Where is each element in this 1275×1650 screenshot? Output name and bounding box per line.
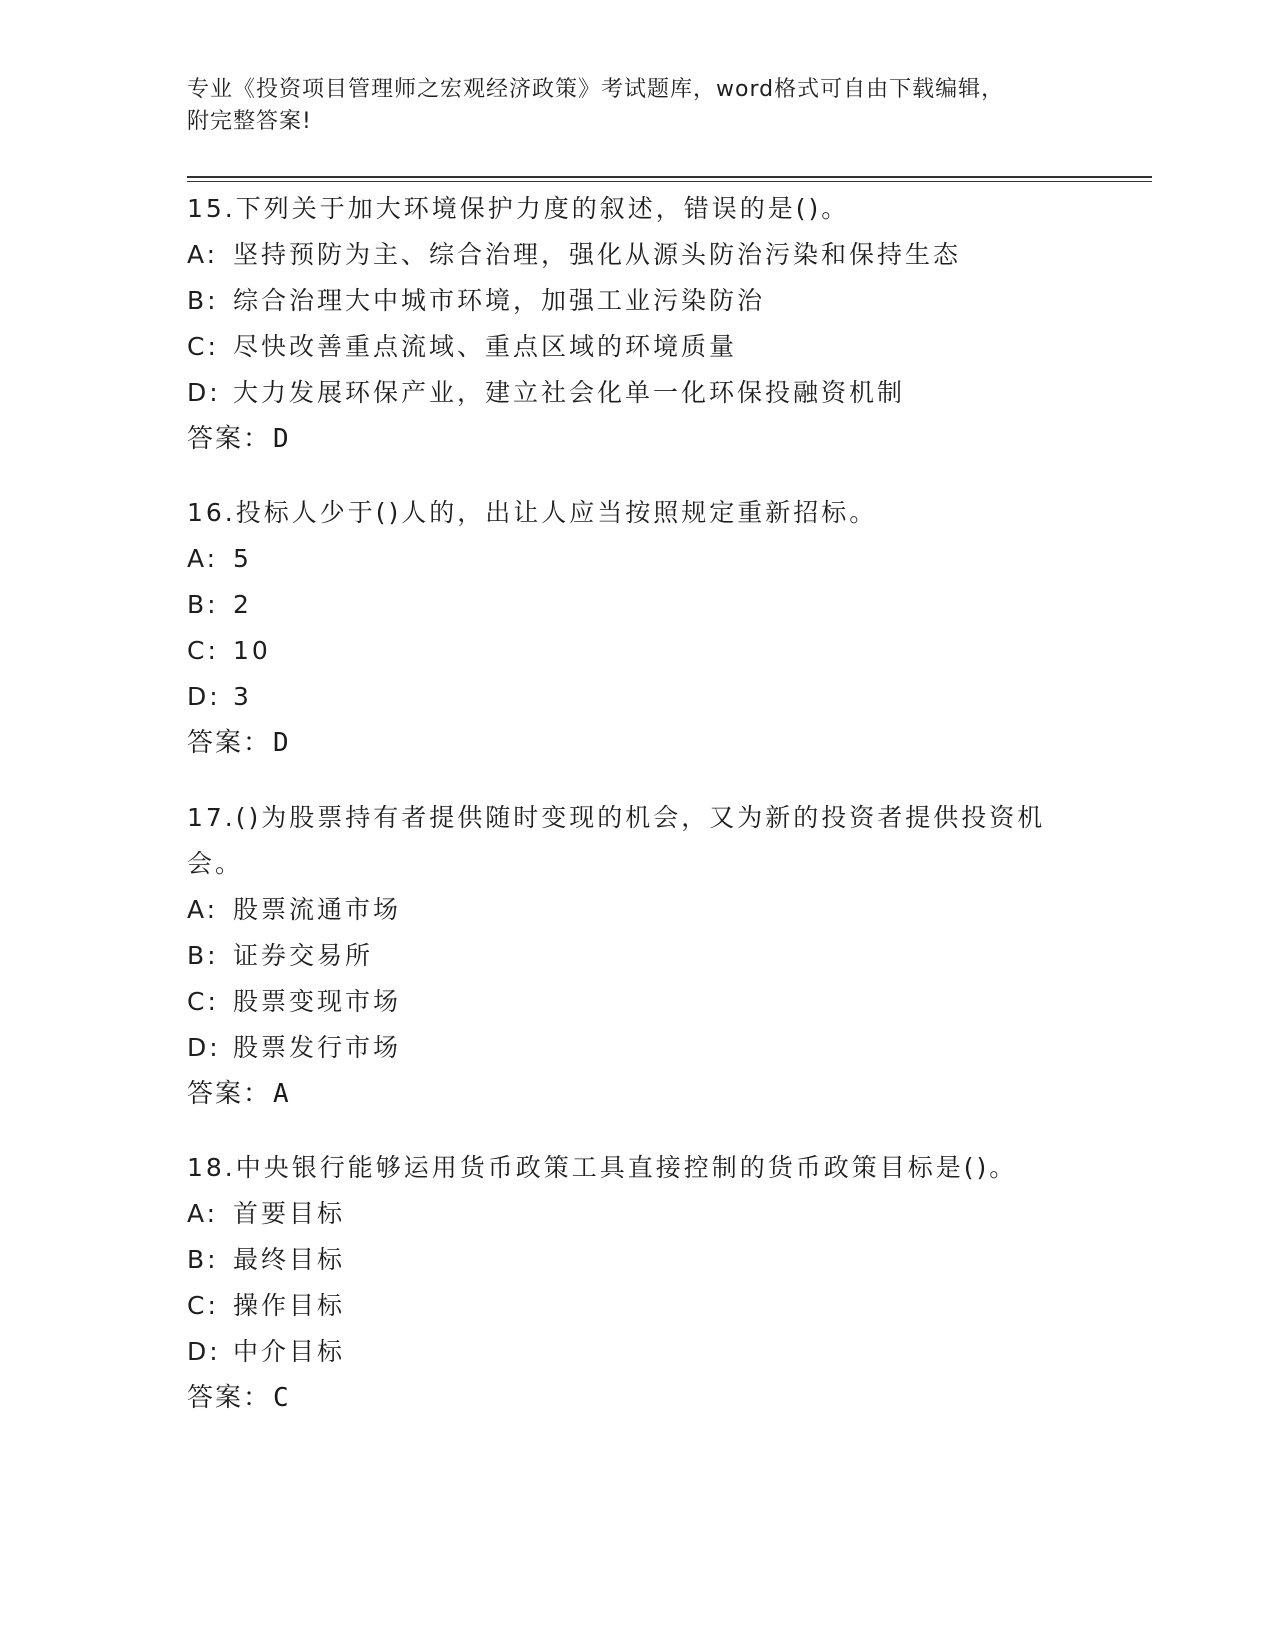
option-text: 最终目标 xyxy=(233,1245,346,1274)
option-text: 2 xyxy=(233,590,252,619)
option-key: B: xyxy=(187,590,219,619)
answer-label: 答案： xyxy=(187,424,272,454)
answer-label: 答案： xyxy=(187,1079,272,1109)
option-b xyxy=(187,933,1087,979)
option-text: 5 xyxy=(233,544,252,573)
option-c xyxy=(187,1283,1087,1329)
option-c xyxy=(187,324,1087,370)
option-text: 中介目标 xyxy=(233,1337,346,1366)
option-b xyxy=(187,1237,1087,1283)
option-key: A: xyxy=(187,544,219,573)
option-b xyxy=(187,582,1087,628)
option-text: 10 xyxy=(233,636,271,665)
option-c xyxy=(187,979,1087,1025)
answer-value: A xyxy=(273,1079,290,1109)
option-key: D: xyxy=(187,378,221,407)
answer-line xyxy=(187,720,1087,766)
option-d xyxy=(187,370,1087,416)
option-key: A: xyxy=(187,240,219,269)
question-stem: 18.中央银行能够运用货币政策工具直接控制的货币政策目标是()。 xyxy=(187,1153,1018,1182)
answer-line xyxy=(187,416,1087,462)
option-key: B: xyxy=(187,286,219,315)
option-a xyxy=(187,887,1087,933)
option-key: B: xyxy=(187,941,219,970)
answer-label: 答案： xyxy=(187,728,272,758)
option-d xyxy=(187,1329,1087,1375)
option-text: 坚持预防为主、综合治理，强化从源头防治污染和保持生态 xyxy=(233,240,962,269)
option-b xyxy=(187,278,1087,324)
question-16 xyxy=(187,490,1087,766)
answer-line xyxy=(187,1375,1087,1421)
header-divider-thick xyxy=(187,176,1152,178)
option-key: C: xyxy=(187,987,219,1016)
question-stem-line-1: 17.()为股票持有者提供随时变现的机会，又为新的投资者提供投资机 xyxy=(187,803,1046,832)
document-header xyxy=(187,74,1067,138)
option-text: 3 xyxy=(233,682,252,711)
option-text: 尽快改善重点流域、重点区域的环境质量 xyxy=(233,332,738,361)
option-key: A: xyxy=(187,1199,219,1228)
question-stem-line-2: 会。 xyxy=(187,849,244,878)
question-15 xyxy=(187,186,1087,462)
header-line-1: 专业《投资项目管理师之宏观经济政策》考试题库，word格式可自由下载编辑， xyxy=(187,77,1005,102)
option-key: A: xyxy=(187,895,219,924)
option-d xyxy=(187,1025,1087,1071)
option-text: 证券交易所 xyxy=(233,941,374,970)
option-key: B: xyxy=(187,1245,219,1274)
header-line-2: 附完整答案! xyxy=(187,109,312,134)
option-key: C: xyxy=(187,636,219,665)
option-c xyxy=(187,628,1087,674)
option-d xyxy=(187,674,1087,720)
question-stem: 15.下列关于加大环境保护力度的叙述，错误的是()。 xyxy=(187,194,850,223)
answer-value: D xyxy=(273,728,290,758)
option-key: D: xyxy=(187,1337,221,1366)
option-key: D: xyxy=(187,1033,221,1062)
option-text: 大力发展环保产业，建立社会化单一化环保投融资机制 xyxy=(233,378,906,407)
option-a xyxy=(187,232,1087,278)
option-key: C: xyxy=(187,1291,219,1320)
option-key: C: xyxy=(187,332,219,361)
question-stem: 16.投标人少于()人的，出让人应当按照规定重新招标。 xyxy=(187,498,878,527)
option-a xyxy=(187,536,1087,582)
option-text: 首要目标 xyxy=(233,1199,346,1228)
answer-value: D xyxy=(273,424,290,454)
option-text: 股票发行市场 xyxy=(233,1033,402,1062)
answer-line xyxy=(187,1071,1087,1117)
option-text: 操作目标 xyxy=(233,1291,346,1320)
answer-value: C xyxy=(273,1383,290,1413)
option-key: D: xyxy=(187,682,221,711)
header-divider-thin xyxy=(187,181,1152,182)
question-17 xyxy=(187,795,1087,1117)
answer-label: 答案： xyxy=(187,1383,272,1413)
option-text: 股票变现市场 xyxy=(233,987,402,1016)
question-18 xyxy=(187,1145,1087,1421)
option-text: 股票流通市场 xyxy=(233,895,402,924)
option-text: 综合治理大中城市环境，加强工业污染防治 xyxy=(233,286,766,315)
option-a xyxy=(187,1191,1087,1237)
